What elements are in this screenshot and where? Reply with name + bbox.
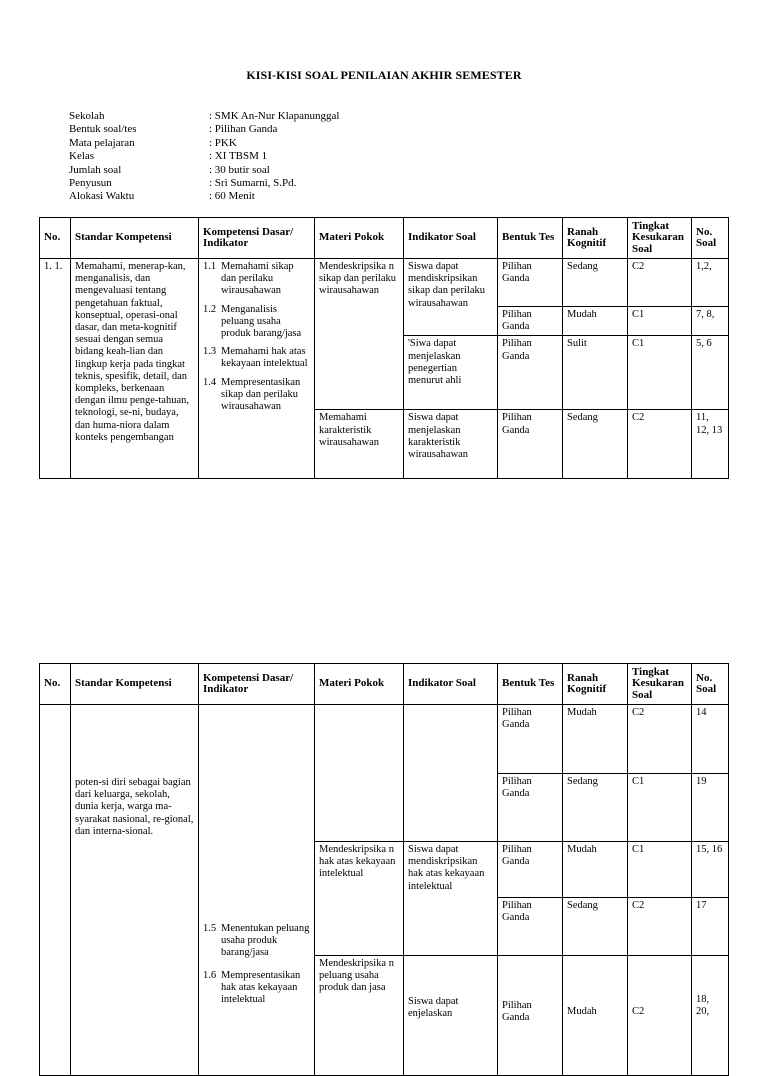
tingkat-kesukaran-cell: C1 (628, 774, 692, 842)
kd-item (203, 261, 310, 298)
standar-kompetensi-text: poten-si diri sebagai bagian dari keluarga, sekolah, dunia kerja, warga ma-syarakat nasional, re-gional, dan interna-sional. (75, 777, 194, 837)
indikator-soal-cell: Siswa dapat mendiskripsikan hak atas kekayaan intelektual (404, 842, 498, 956)
kisi-kisi-table-2 (39, 663, 729, 1076)
ranah-kognitif-cell: Sedang (563, 898, 628, 956)
ranah-kognitif-cell: Mudah (563, 842, 628, 898)
no-soal-cell: 7, 8, (692, 307, 729, 336)
info-label: Kelas (69, 150, 95, 163)
header-standar-kompetensi: Standar Kompetensi (71, 218, 199, 259)
no-soal-cell: 17 (692, 898, 729, 956)
header-no: No. (40, 664, 71, 705)
header-tingkat-kesukaran: Tingkat Kesukaran Soal (628, 218, 692, 259)
row-number (40, 705, 71, 1076)
header-bentuk-tes: Bentuk Tes (498, 218, 563, 259)
info-label: Jumlah soal (69, 163, 122, 176)
kd-item (203, 377, 310, 414)
bentuk-tes-cell: Pilihan Ganda (498, 259, 563, 307)
ranah-kognitif-cell: Mudah (563, 705, 628, 774)
materi-pokok-cell: Memahami karakteristik wirausahawan (315, 410, 404, 479)
header-kompetensi-dasar: Kompetensi Dasar/ Indikator (199, 218, 315, 259)
bentuk-tes-text: Pilihan Ganda (502, 1000, 532, 1024)
materi-pokok-cell: Mendeskripsika n sikap dan perilaku wirausahawan (315, 259, 404, 410)
materi-pokok-cell: Mendeskripsika n peluang usaha produk dan jasa (315, 956, 404, 1076)
standar-kompetensi-cell (71, 705, 199, 1076)
tingkat-kesukaran-cell: C2 (628, 705, 692, 774)
ranah-kognitif-text: Mudah (567, 1006, 597, 1017)
tingkat-kesukaran-cell: C1 (628, 336, 692, 410)
ranah-kognitif-cell: Sedang (563, 410, 628, 479)
info-label: Bentuk soal/tes (69, 123, 137, 136)
kd-text: Mempresentasikan sikap dan perilaku wirausahawan (221, 376, 301, 413)
kd-item (203, 304, 310, 341)
kd-text: Menganalisis peluang usaha produk barang/jasa (221, 303, 302, 340)
header-ranah-kognitif: Ranah Kognitif (563, 664, 628, 705)
info-row-bentuk-soal (69, 123, 339, 136)
materi-pokok-cell (315, 705, 404, 842)
no-soal-cell: 5, 6 (692, 336, 729, 410)
tingkat-kesukaran-cell: C1 (628, 842, 692, 898)
bentuk-tes-cell (498, 956, 563, 1076)
info-row-jumlah-soal (69, 164, 339, 177)
indikator-soal-text: Siswa dapat enjelaskan (408, 996, 459, 1020)
kompetensi-dasar-cell (199, 259, 315, 479)
tingkat-kesukaran-cell: C1 (628, 307, 692, 336)
kompetensi-dasar-list (203, 923, 310, 1006)
info-value: : 60 Menit (209, 190, 255, 203)
bentuk-tes-cell: Pilihan Ganda (498, 774, 563, 842)
bentuk-tes-cell: Pilihan Ganda (498, 898, 563, 956)
header-indikator-soal: Indikator Soal (404, 664, 498, 705)
info-value: : PKK (209, 136, 237, 149)
kd-number: 1.1 (203, 261, 217, 272)
kd-text: Menentukan peluang usaha produk barang/jasa (221, 923, 310, 959)
indikator-soal-cell: Siswa dapat mendiskripsikan sikap dan perilaku wirausahawan (404, 259, 498, 336)
materi-pokok-cell: Mendeskripsika n hak atas kekayaan intelektual (315, 842, 404, 956)
ranah-kognitif-cell (563, 956, 628, 1076)
kd-item (203, 923, 310, 960)
kd-number: 1.2 (203, 303, 217, 315)
info-value: : Pilihan Ganda (209, 123, 278, 136)
no-soal-cell: 14 (692, 705, 729, 774)
kd-item (203, 346, 310, 370)
info-row-penyusun (69, 177, 339, 190)
bentuk-tes-cell: Pilihan Ganda (498, 307, 563, 336)
table-header-row (40, 218, 729, 259)
row-number: 1. 1. (40, 259, 71, 479)
header-kompetensi-dasar: Kompetensi Dasar/ Indikator (199, 664, 315, 705)
indikator-soal-cell: 'Siwa dapat menjelaskan penegertian menurut ahli (404, 336, 498, 410)
no-soal-cell (692, 956, 729, 1076)
kd-number: 1.5 (203, 923, 217, 934)
kd-number: 1.4 (203, 376, 217, 388)
header-standar-kompetensi: Standar Kompetensi (71, 664, 199, 705)
header-bentuk-tes: Bentuk Tes (498, 664, 563, 705)
tingkat-kesukaran-cell: C2 (628, 410, 692, 479)
header-materi-pokok: Materi Pokok (315, 218, 404, 259)
info-label: Mata pelajaran (69, 136, 135, 149)
info-label: Sekolah (69, 110, 105, 122)
kd-text: Mempresentasikan hak atas kekayaan intelektual (221, 969, 301, 1006)
info-value: : Sri Sumarni, S.Pd. (209, 177, 297, 190)
info-row-kelas (69, 150, 339, 163)
info-value: : 30 butir soal (209, 163, 270, 176)
bentuk-tes-cell: Pilihan Ganda (498, 842, 563, 898)
header-no-soal: No. Soal (692, 218, 729, 259)
info-label: Penyusun (69, 177, 112, 190)
header-no-soal: No. Soal (692, 664, 729, 705)
kisi-kisi-table-1 (39, 217, 729, 479)
indikator-soal-cell (404, 705, 498, 842)
info-value: : XI TBSM 1 (209, 150, 268, 163)
kd-text: Memahami hak atas kekayaan intelektual (221, 346, 308, 370)
tingkat-kesukaran-text: C2 (632, 1006, 645, 1017)
table-header-row (40, 664, 729, 705)
kd-number: 1.6 (203, 969, 217, 981)
info-row-alokasi-waktu (69, 190, 339, 203)
tingkat-kesukaran-cell (628, 956, 692, 1076)
header-tingkat-kesukaran: Tingkat Kesukaran Soal (628, 664, 692, 705)
ranah-kognitif-cell: Mudah (563, 307, 628, 336)
header-indikator-soal: Indikator Soal (404, 218, 498, 259)
indikator-soal-cell (404, 956, 498, 1076)
bentuk-tes-cell: Pilihan Ganda (498, 410, 563, 479)
info-label: Alokasi Waktu (69, 190, 135, 203)
standar-kompetensi-cell: Memahami, menerap-kan, menganalisis, dan mengevaluasi tentang pengetahuan faktual, konseptual, operasi-onal dasar, dan meta-kognitif sesuai dengan semua bidang keah-lian dan lingkup kerja pada tingkat teknis, spesifik, detail, dan kompleks, berkenaan dengan ilmu penge-tahuan, teknologi, se-ni, budaya, dan huma-niora dalam konteks pengembangan (71, 259, 199, 479)
document-info (69, 110, 339, 204)
header-ranah-kognitif: Ranah Kognitif (563, 218, 628, 259)
no-soal-cell: 19 (692, 774, 729, 842)
no-soal-text: 18, 20, (696, 994, 710, 1018)
header-no: No. (40, 218, 71, 259)
no-soal-cell: 15, 16 (692, 842, 729, 898)
no-soal-cell: 11, 12, 13 (692, 410, 729, 479)
ranah-kognitif-cell: Sulit (563, 336, 628, 410)
tingkat-kesukaran-cell: C2 (628, 259, 692, 307)
indikator-soal-cell: Siswa dapat menjelaskan karakteristik wirausahawan (404, 410, 498, 479)
ranah-kognitif-cell: Sedang (563, 259, 628, 307)
kompetensi-dasar-cell (199, 705, 315, 1076)
no-soal-cell: 1,2, (692, 259, 729, 307)
kd-text: Memahami sikap dan perilaku wirausahawan (221, 261, 294, 297)
info-row-sekolah (69, 110, 339, 123)
info-value: : SMK An-Nur Klapanunggal (209, 110, 340, 122)
document-title: KISI-KISI SOAL PENILAIAN AKHIR SEMESTER (246, 68, 522, 82)
kd-item (203, 970, 310, 1007)
info-row-mata-pelajaran (69, 137, 339, 150)
ranah-kognitif-cell: Sedang (563, 774, 628, 842)
bentuk-tes-cell: Pilihan Ganda (498, 336, 563, 410)
tingkat-kesukaran-cell: C2 (628, 898, 692, 956)
header-materi-pokok: Materi Pokok (315, 664, 404, 705)
table-row (40, 705, 729, 774)
kd-number: 1.3 (203, 346, 217, 358)
table-row (40, 259, 729, 307)
bentuk-tes-cell: Pilihan Ganda (498, 705, 563, 774)
